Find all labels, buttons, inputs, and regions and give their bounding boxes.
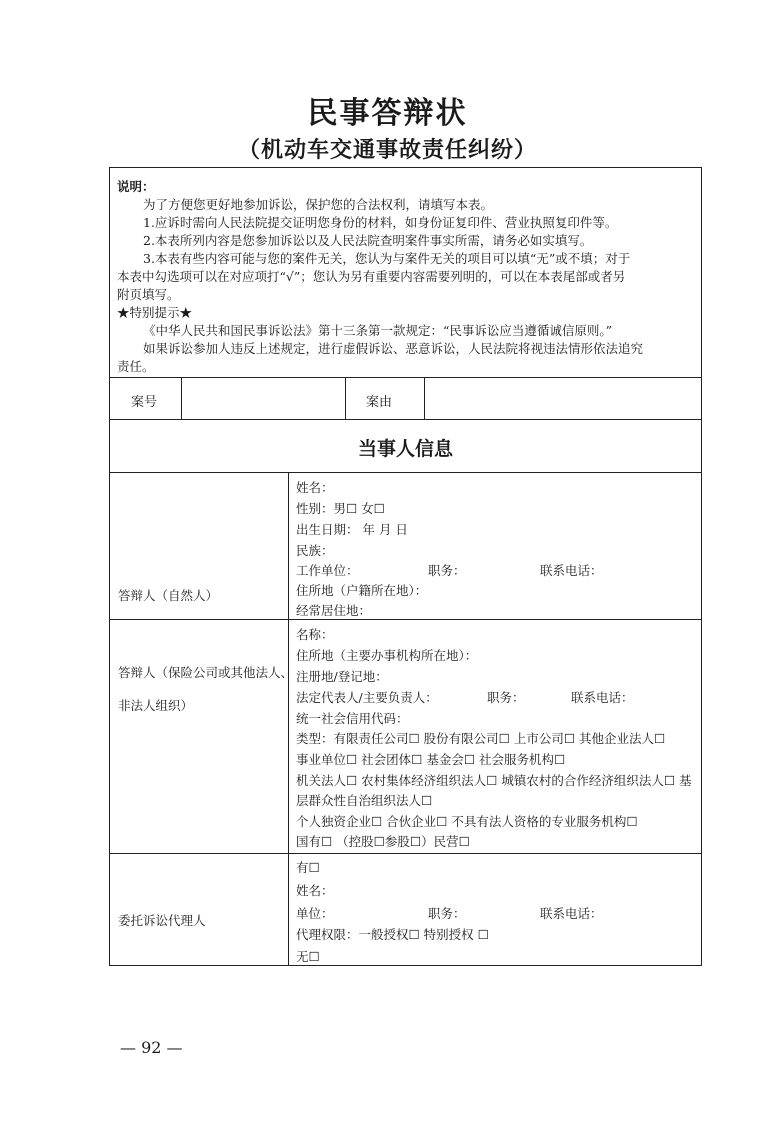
np-work-unit-field[interactable]: 工作单位： <box>296 563 359 578</box>
agent-none-checkbox[interactable]: 无☐ <box>296 949 320 964</box>
agent-position-field[interactable]: 职务： <box>428 906 466 921</box>
instructions-heading: 说明： <box>117 179 155 194</box>
warning-text-b: 责任。 <box>117 359 155 374</box>
page-subtitle: （机动车交通事故责任纠纷） <box>237 137 537 163</box>
section-title: 当事人信息 <box>357 438 453 460</box>
instructions-item-2: 2.本表所列内容是您参加诉讼以及人民法院查明案件事实所需，请务必如实填写。 <box>143 233 593 248</box>
np-habitual-residence-field[interactable]: 经常居住地： <box>296 603 372 618</box>
np-position-field[interactable]: 职务： <box>428 563 466 578</box>
instructions-box <box>109 167 702 378</box>
special-notice-heading: ★特别提示★ <box>117 305 193 320</box>
lp-type-options-1[interactable]: 类型：有限责任公司☐ 股份有限公司☐ 上市公司☐ 其他企业法人☐ <box>296 731 666 746</box>
natural-person-label: 答辩人（自然人） <box>118 588 219 603</box>
lp-registered-field[interactable]: 注册地/登记地： <box>296 669 388 684</box>
instructions-item-1: 1.应诉时需向人民法院提交证明您身份的材料，如身份证复印件、营业执照复印件等。 <box>143 215 618 230</box>
agent-has-checkbox[interactable]: 有☐ <box>296 860 320 875</box>
instructions-item-3b: 本表中勾选项可以在对应项打“√”；您认为另有重要内容需要列明的，可以在本表尾部或者另 <box>117 269 626 284</box>
case-info-row <box>109 377 702 420</box>
case-reason-field[interactable] <box>428 380 696 416</box>
case-reason-label: 案由 <box>366 395 393 410</box>
lp-type-options-4[interactable]: 层群众性自治组织法人☐ <box>296 793 433 808</box>
case-number-field[interactable] <box>185 380 341 416</box>
page-title: 民事答辩状 <box>307 96 468 131</box>
warning-text-a: 如果诉讼参加人违反上述规定，进行虚假诉讼、恶意诉讼，人民法院将视违法情形依法追究 <box>143 341 644 356</box>
lp-ownership-options[interactable]: 国有☐ （控股☐参股☐）民营☐ <box>296 834 470 849</box>
lp-credit-code-field[interactable]: 统一社会信用代码： <box>296 711 409 726</box>
lp-type-options-2[interactable]: 事业单位☐ 社会团体☐ 基金会☐ 社会服务机构☐ <box>296 752 566 767</box>
lp-representative-field[interactable]: 法定代表人/主要负责人： <box>296 690 438 705</box>
instructions-intro: 为了方便您更好地参加诉讼，保护您的合法权利，请填写本表。 <box>143 197 494 212</box>
party-info-table <box>109 472 702 966</box>
np-phone-field[interactable]: 联系电话： <box>540 563 603 578</box>
agent-unit-field[interactable]: 单位： <box>296 906 334 921</box>
law-quote: 《中华人民共和国民事诉讼法》第十三条第一款规定：“民事诉讼应当遵循诚信原则。” <box>143 323 613 338</box>
page-number: — 92 — <box>120 1038 183 1057</box>
agent-label: 委托诉讼代理人 <box>118 913 206 928</box>
instructions-item-3a: 3.本表有些内容可能与您的案件无关，您认为与案件无关的项目可以填“无”或不填；对于 <box>143 251 631 266</box>
lp-type-options-5[interactable]: 个人独资企业☐ 合伙企业☐ 不具有法人资格的专业服务机构☐ <box>296 814 638 829</box>
lp-address-field[interactable]: 住所地（主要办事机构所在地）： <box>296 648 478 663</box>
case-number-label: 案号 <box>131 395 158 410</box>
np-name-field[interactable]: 姓名： <box>296 480 334 495</box>
np-birth-field[interactable]: 出生日期： 年 月 日 <box>296 522 408 537</box>
lp-name-field[interactable]: 名称： <box>296 627 334 642</box>
agent-authority-options[interactable]: 代理权限：一般授权☐ 特别授权 ☐ <box>296 927 489 942</box>
agent-name-field[interactable]: 姓名： <box>296 883 334 898</box>
lp-position-field[interactable]: 职务： <box>487 690 525 705</box>
lp-phone-field[interactable]: 联系电话： <box>571 690 634 705</box>
party-info-header <box>109 419 702 473</box>
lp-type-options-3[interactable]: 机关法人☐ 农村集体经济组织法人☐ 城镇农村的合作经济组织法人☐ 基 <box>296 773 692 788</box>
np-gender-field[interactable]: 性别：男☐ 女☐ <box>296 501 385 516</box>
legal-person-label-a: 答辩人（保险公司或其他法人、 <box>118 665 294 680</box>
instructions-item-3c: 附页填写。 <box>117 287 180 302</box>
legal-person-label-b: 非法人组织） <box>118 698 194 713</box>
np-residence-field[interactable]: 住所地（户籍所在地）： <box>296 583 428 598</box>
agent-phone-field[interactable]: 联系电话： <box>540 906 603 921</box>
np-ethnicity-field[interactable]: 民族： <box>296 543 334 558</box>
